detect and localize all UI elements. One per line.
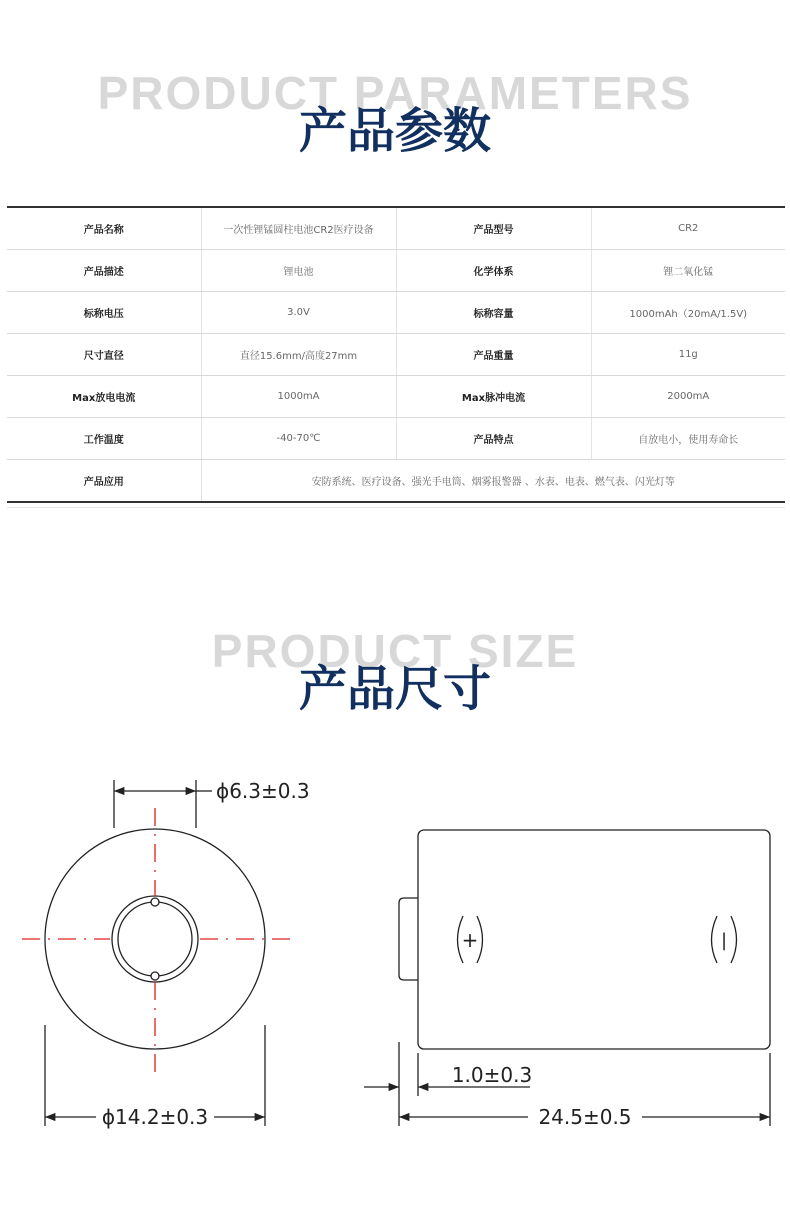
parameters-watermark-title: PRODUCT PARAMETERS bbox=[97, 67, 693, 119]
param-value: 锂电池 bbox=[201, 250, 396, 292]
side-view bbox=[399, 830, 770, 1049]
terminal-height-label: 1.0±0.3 bbox=[451, 1063, 533, 1087]
param-label: Max脉冲电流 bbox=[396, 376, 591, 418]
param-value: 11g bbox=[591, 334, 785, 376]
param-value: 锂二氧化锰 bbox=[591, 250, 785, 292]
param-value: 1000mAh（20mA/1.5V) bbox=[591, 292, 785, 334]
param-label: 产品名称 bbox=[7, 207, 201, 250]
param-label: 化学体系 bbox=[396, 250, 591, 292]
positive-terminal bbox=[399, 898, 418, 980]
inner-ring-inner bbox=[118, 902, 192, 976]
inner-diameter-dimension bbox=[114, 780, 212, 828]
notch-bottom bbox=[151, 972, 159, 980]
param-value: -40-70℃ bbox=[201, 418, 396, 460]
param-value: 2000mA bbox=[591, 376, 785, 418]
minus-mark-bracket bbox=[712, 916, 718, 963]
negative-symbol: | bbox=[720, 930, 728, 951]
inner-ring-outer bbox=[112, 896, 198, 982]
param-label: 产品应用 bbox=[7, 460, 201, 503]
param-label: 产品描述 bbox=[7, 250, 201, 292]
param-label: 标称电压 bbox=[7, 292, 201, 334]
positive-symbol: + bbox=[461, 928, 479, 952]
param-value: 安防系统、医疗设备、强光手电筒、烟雾报警器 、水表、电表、燃气表、闪光灯等 bbox=[311, 477, 675, 488]
size-watermark-title: PRODUCT SIZE bbox=[211, 625, 579, 677]
param-value: 一次性锂锰圆柱电池CR2医疗设备 bbox=[201, 207, 396, 250]
center-lines bbox=[22, 808, 290, 1072]
param-label: 产品型号 bbox=[396, 207, 591, 250]
inner-diameter-label: ϕ6.3±0.3 bbox=[216, 779, 310, 803]
param-value: 3.0V bbox=[201, 292, 396, 334]
param-label: 产品特点 bbox=[396, 418, 591, 460]
param-value: 直径15.6mm/高度27mm bbox=[201, 334, 396, 376]
length-label: 24.5±0.5 bbox=[538, 1105, 632, 1129]
parameters-title: 产品参数 bbox=[298, 103, 491, 159]
param-label: 工作温度 bbox=[7, 418, 201, 460]
param-label: Max放电电流 bbox=[7, 376, 201, 418]
size-title: 产品尺寸 bbox=[298, 661, 491, 717]
param-label: 产品重量 bbox=[396, 334, 591, 376]
param-label: 尺寸直径 bbox=[7, 334, 201, 376]
param-label: 标称容量 bbox=[396, 292, 591, 334]
notch-top bbox=[151, 898, 159, 906]
outer-diameter-label: ϕ14.2±0.3 bbox=[101, 1105, 209, 1129]
param-value: 自放电小，使用寿命长 bbox=[591, 418, 785, 460]
param-value: 1000mA bbox=[201, 376, 396, 418]
param-value: CR2 bbox=[591, 207, 785, 250]
